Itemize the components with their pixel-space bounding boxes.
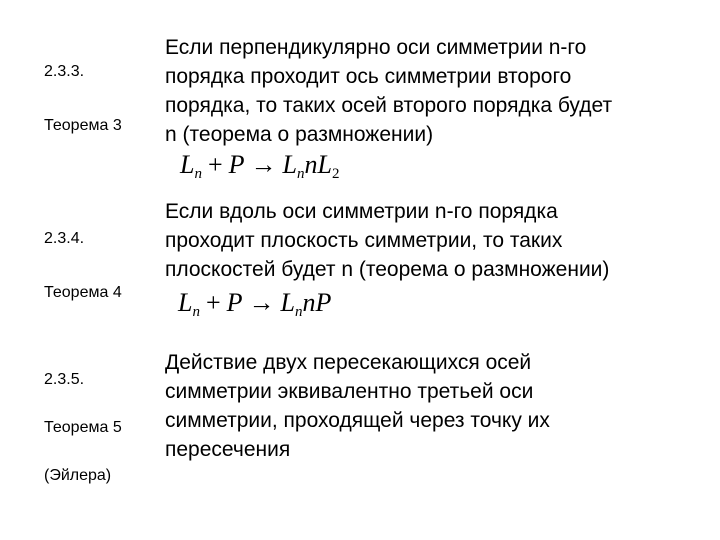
theorem-3-label: Теорема 3 (44, 117, 122, 134)
formula-symbol: L (282, 150, 297, 179)
theorem-3-line-1: Если перпендикулярно оси симметрии n-го (165, 36, 587, 59)
theorem-5-line-1: Действие двух пересекающихся осей (165, 351, 532, 374)
formula-symbol: P (315, 288, 332, 317)
theorem-4-number (44, 198, 122, 333)
formula-symbol: P (228, 150, 245, 179)
theorem-5-line-2: симметрии эквивалентно третьей оси (165, 380, 534, 403)
formula-subscript: n (295, 304, 303, 320)
theorem-4-formula (178, 288, 331, 321)
formula-symbol: L (178, 288, 193, 317)
formula-symbol: L (180, 150, 195, 179)
theorem-3-text (165, 33, 695, 149)
theorem-3-line-4: n (теорема о размножении) (165, 123, 434, 146)
formula-symbol: L (317, 150, 332, 179)
theorem-5-line-4: пересечения (165, 438, 291, 461)
formula-operator: + (207, 150, 223, 179)
theorem-4-line-2: проходит плоскость симметрии, то таких (165, 229, 563, 252)
theorem-5-section: 2.3.5. (44, 371, 85, 388)
formula-subscript: n (194, 166, 202, 182)
formula-symbol: L (280, 288, 295, 317)
theorem-4-label: Теорема 4 (44, 284, 122, 301)
formula-subscript: n (297, 166, 305, 182)
theorem-5-label: Теорема 5 (44, 419, 122, 436)
theorem-3-line-3: порядка, то таких осей второго порядка будет (165, 94, 613, 117)
theorem-5-text (165, 348, 695, 464)
theorem-4-line-3: плоскостей будет n (теорема о размножении) (165, 258, 610, 281)
formula-operator: + (205, 288, 221, 317)
theorem-4-text (165, 197, 695, 284)
formula-symbol: n (302, 288, 316, 317)
theorem-5-sublabel: (Эйлера) (44, 467, 112, 484)
theorem-3-line-2: порядка проходит ось симметрии второго (165, 65, 572, 88)
theorem-5-number (44, 344, 122, 512)
formula-subscript: n (192, 304, 200, 320)
formula-subscript: 2 (331, 166, 340, 182)
formula-symbol: n (304, 150, 318, 179)
theorem-4-section: 2.3.4. (44, 230, 85, 247)
theorem-3-number (44, 31, 122, 166)
formula-symbol: P (226, 288, 243, 317)
theorem-3-formula (180, 150, 339, 183)
theorem-5-line-3: симметрии, проходящей через точку их (165, 409, 550, 432)
theorem-3-section: 2.3.3. (44, 63, 85, 80)
formula-arrow: → (248, 288, 275, 317)
theorem-4-line-1: Если вдоль оси симметрии n-го порядка (165, 200, 558, 223)
formula-arrow: → (250, 150, 277, 179)
